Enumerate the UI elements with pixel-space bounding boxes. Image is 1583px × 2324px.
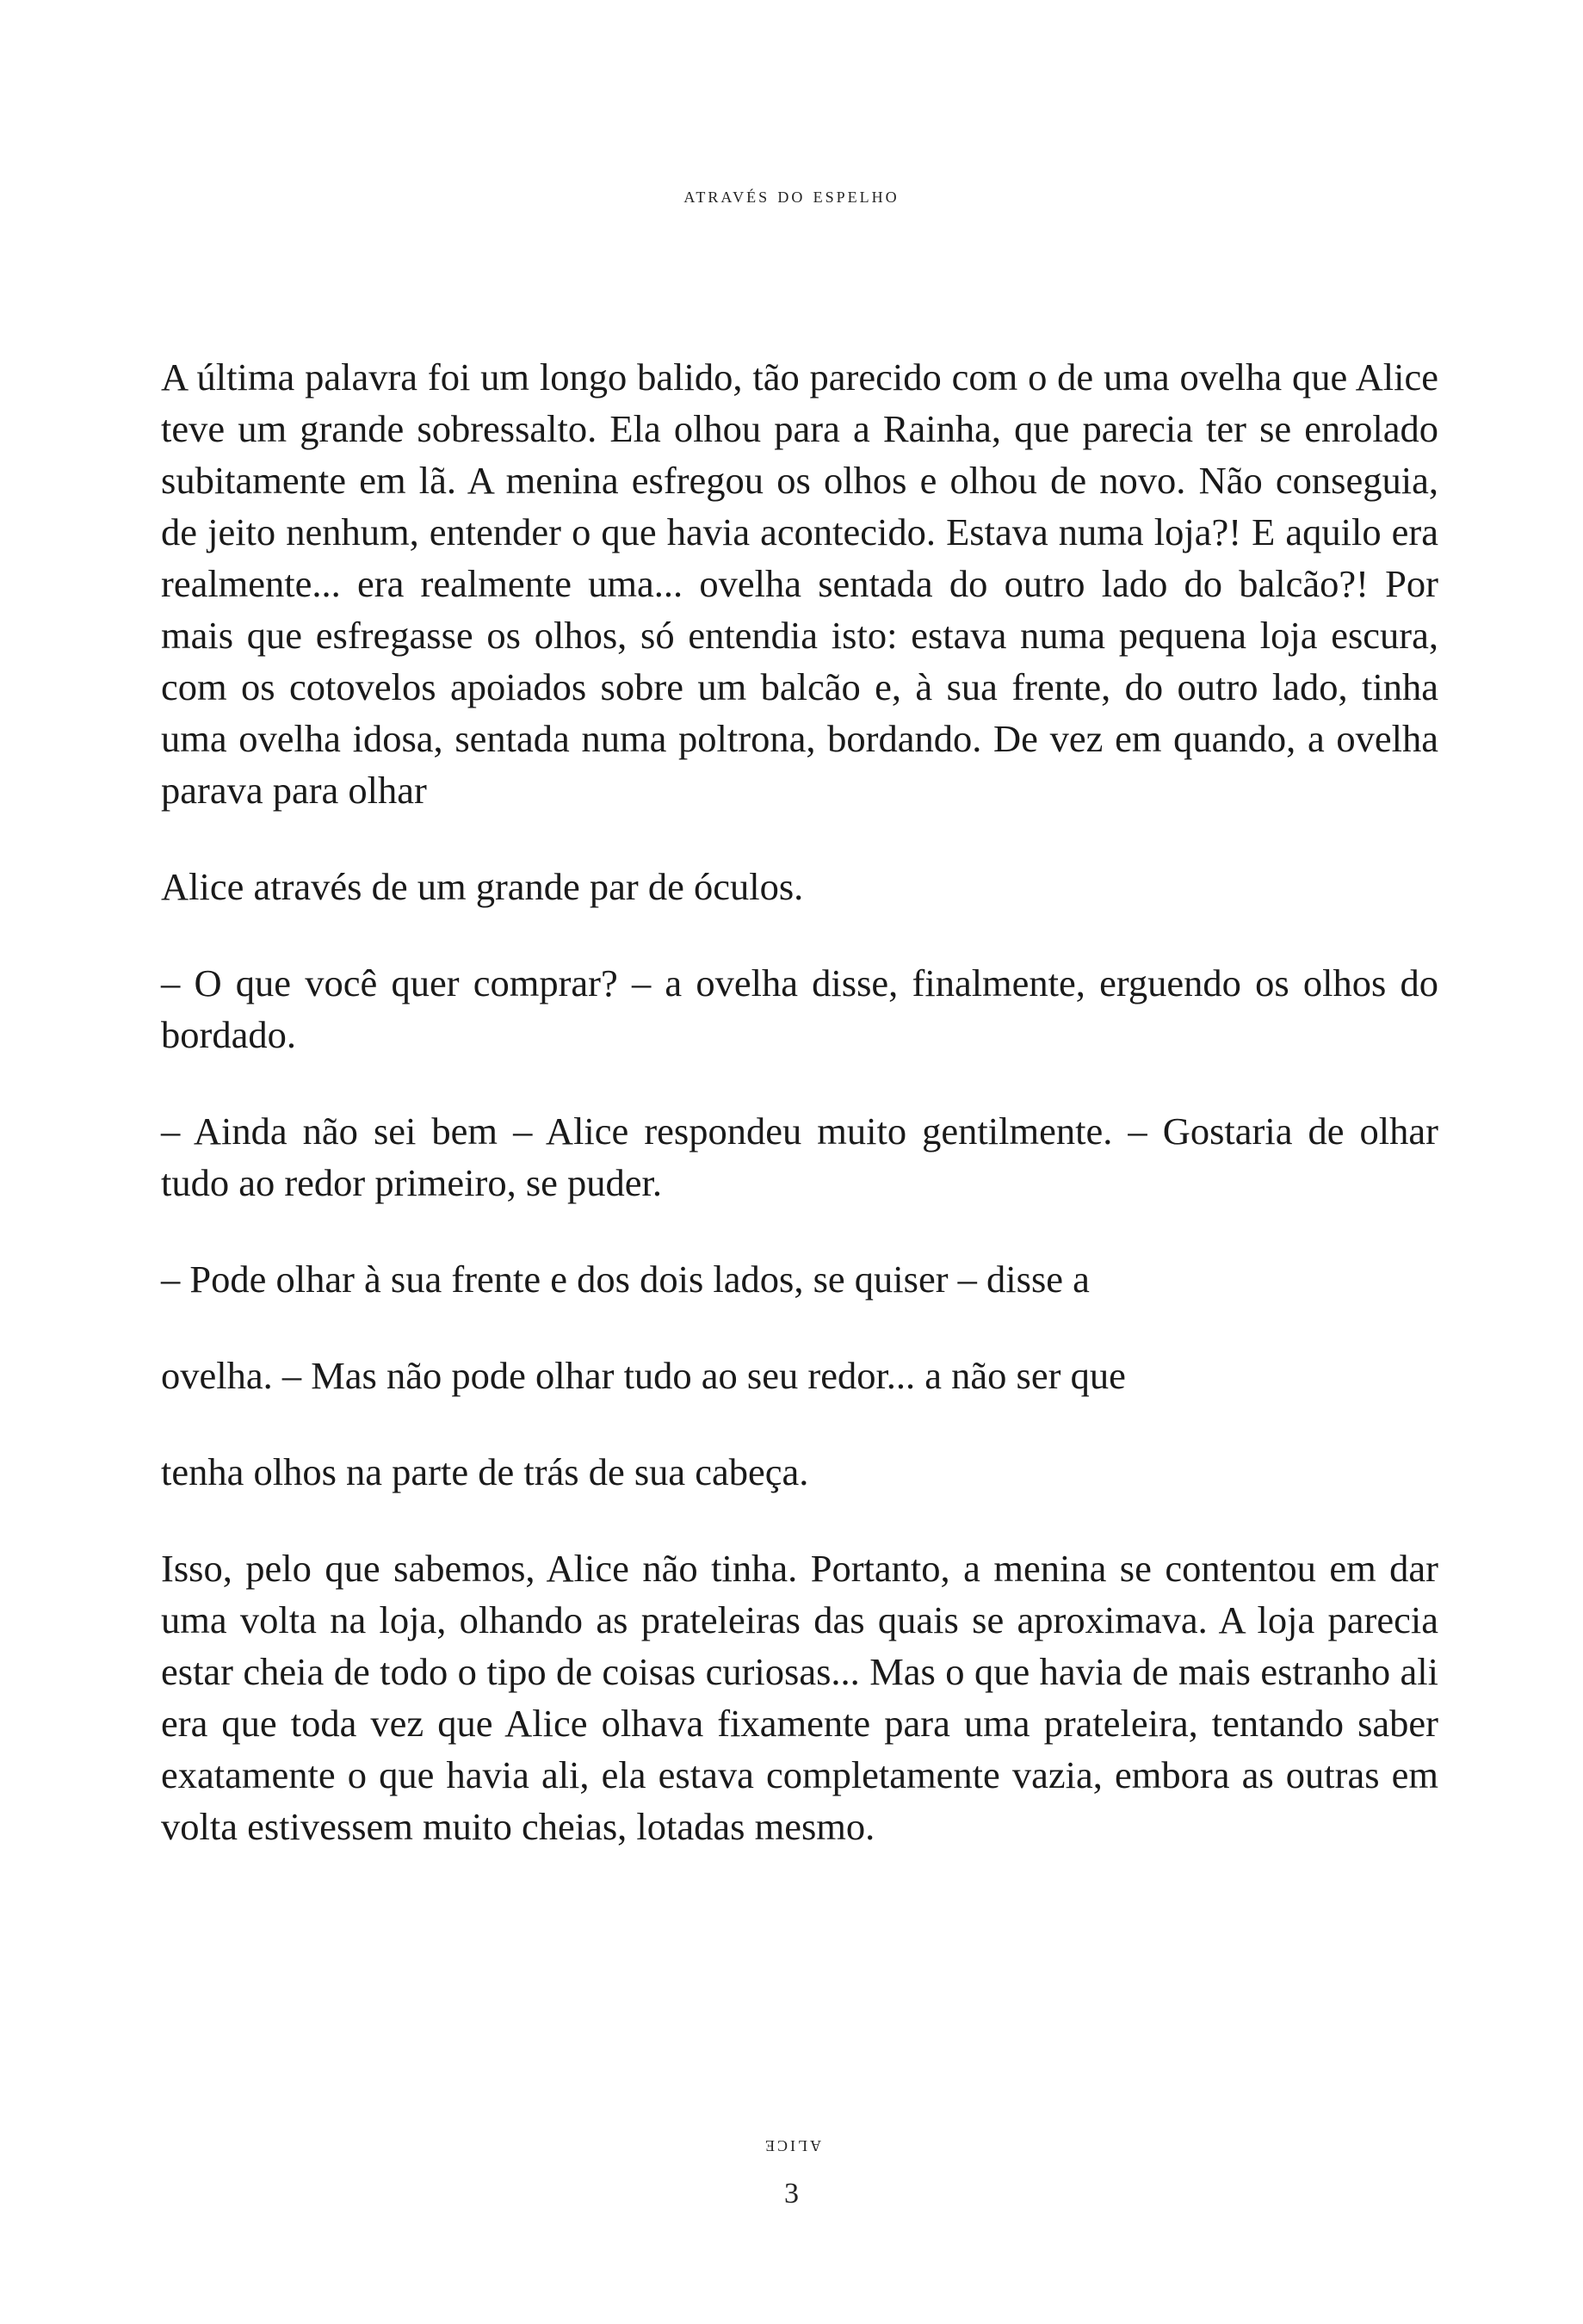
paragraph-2: Alice através de um grande par de óculos. (161, 865, 804, 908)
paragraph-7: tenha olhos na parte de trás de sua cabeça. (161, 1450, 809, 1493)
running-head: através do espelho (683, 184, 900, 207)
page-number: 3 (784, 2178, 799, 2210)
paragraph-5: – Pode olhar à sua frente e dos dois lados, se quiser – disse a (161, 1258, 1090, 1301)
paragraph-1: A última palavra foi um longo balido, tão parecido com o de uma ovelha que Alice teve um grande sobressalto. Ela olhou para a Rainha, que parecia ter se enrolado subitamente em lã. A menina esfregou os olhos e olhou de novo. Não conseguia, de jeito nenhum, entender o que havia acontecido. Estava numa loja?! E aquilo era realmente... era realmente uma... ovelha sentada do outro lado do balcão?! Por mais que esfregasse os olhos, só entendia isto: estava numa pequena loja escura, com os cotovelos apoiados sobre um balcão e, à sua frente, do outro lado, tinha uma ovelha idosa, sentada numa poltrona, bordando. De vez em quando, a ovelha parava para olhar (161, 355, 1438, 812)
paragraph-6: ovelha. – Mas não pode olhar tudo ao seu redor... a não ser que (161, 1354, 1126, 1397)
body-text (161, 351, 1438, 1897)
footer-mark-text: alice (762, 2135, 821, 2159)
footer-mark (0, 2135, 1583, 2159)
paragraph-3: – O que você quer comprar? – a ovelha disse, finalmente, erguendo os olhos do bordado. (161, 961, 1438, 1056)
paragraph-4: – Ainda não sei bem – Alice respondeu muito gentilmente. – Gostaria de olhar tudo ao redor primeiro, se puder. (161, 1109, 1438, 1204)
paragraph-8: Isso, pelo que sabemos, Alice não tinha. Portanto, a menina se contentou em dar uma volta na loja, olhando as prateleiras das quais se aproximava. A loja parecia estar cheia de todo o tipo de coisas curiosas... Mas o que havia de mais estranho ali era que toda vez que Alice olhava fixamente para uma prateleira, tentando saber exatamente o que havia ali, ela estava completamente vazia, embora as outras em volta estivessem muito cheias, lotadas mesmo. (161, 1547, 1438, 1848)
